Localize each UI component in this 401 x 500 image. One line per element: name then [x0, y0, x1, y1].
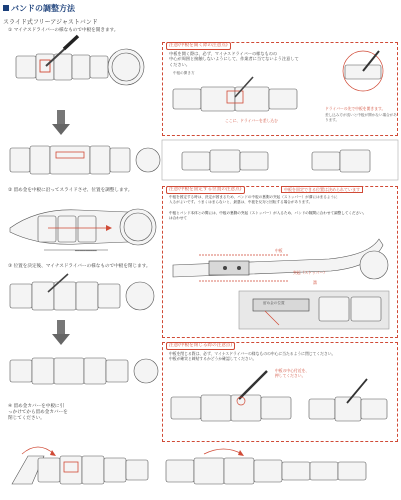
callout-1-label: 中板の開き方 — [173, 71, 195, 75]
callout-1-line-3: ください。 — [169, 61, 190, 67]
step-3-text: ③ 位置を決定後、マイナスドライバーの様なもので中板を閉じます。 — [8, 264, 151, 269]
callout-3-note-1: 中板の中心付近を、 — [275, 368, 310, 373]
flow-arrow-2-icon — [52, 334, 70, 345]
step-4-illustration-right — [164, 444, 398, 496]
step-3-illustration — [8, 274, 158, 314]
flow-arrow-1-shaft — [57, 110, 65, 124]
callout-fix-position — [162, 186, 398, 338]
page-subtitle: スライド式フリーアジャストバンド — [3, 19, 98, 26]
callout-2-body-2 — [169, 211, 394, 221]
callout-2-title: 注意(中板を固定する位置の注意点) — [166, 186, 245, 194]
page-title-text: バンドの調整方法 — [11, 4, 75, 13]
step-3b-illustration — [8, 350, 158, 390]
step-2-text: ② 留め金を中板に沿ってスライドさせ、位置を調整します。 — [8, 188, 133, 193]
callout-2-line-2: 入るがよいです。うまくはまらないと、最悪は、中板を反対と回転する場合があります。 — [169, 200, 313, 205]
callout-2-body — [169, 195, 394, 206]
callout-3-line-1: 中板を閉じる際は、必ず、マイナスドライバーの様なものの中心に当たるように閉じてください。 — [169, 351, 336, 356]
callout-3-title: 注意(中板を閉じる際の注意点) — [166, 342, 235, 350]
step-4-text-1: ④ 留め金カバーを中板に引 — [8, 404, 65, 409]
callout-2-line-1: 中板を固定する時は、決定が固まるため、バンドの中板の裏側の突起（ストッパー）が溝にはまるように — [169, 195, 338, 199]
title-marker-icon — [3, 5, 9, 11]
step-1b-illustration — [8, 140, 158, 180]
callout-1-line-1: 中板を開く際は、必ず、マイナスドライバーの様なものの — [169, 51, 278, 56]
callout-3-line-2: 中板が確実と締結するかどうか確認してください。 — [169, 356, 257, 362]
flow-arrow-1-icon — [52, 124, 70, 135]
flow-arrow-2-shaft — [57, 320, 65, 334]
step-4-text-3: 閉じてください。 — [8, 416, 45, 421]
callout-1-zoom-illustration — [333, 47, 393, 97]
callout-2-label-a: 中板 — [275, 248, 283, 253]
callout-1-note-2: ドライバーの先で中板を開きます。 — [325, 106, 386, 111]
detail-closeup-1 — [162, 140, 398, 180]
callout-close-plate — [162, 342, 398, 442]
callout-1-illustration — [171, 77, 321, 117]
callout-2-line-4: は合わせて — [169, 215, 187, 220]
callout-1-line-2: 中心が周囲と接触しないようにして、作業者に当てないよう注意して — [169, 56, 299, 62]
callout-3-body — [169, 351, 394, 362]
step-2-note: ━━━━━━━━━━ — [75, 249, 97, 253]
callout-3-note-2: 押してください。 — [275, 373, 306, 378]
step-1-illustration — [8, 38, 148, 98]
callout-1-body — [169, 51, 319, 67]
callout-1-note-3: 差し込み方が浅いと中板が開かない場合があります。 — [325, 113, 397, 122]
page-title — [3, 3, 75, 14]
callout-2-label-b: 突起（ストッパー） — [293, 270, 328, 275]
step-1-text: ① マイナスドライバーの様なもので中板を開きます。 — [8, 28, 119, 33]
callout-2-label-d: 留め金の位置 — [263, 301, 285, 305]
callout-2-line-3: 中板とバンド本体との間には、中板の裏側の突起（ストッパー）が入るため、パンドの隙間に合わせて調整してください。 — [169, 211, 367, 215]
callout-2-tag: 中板を固定できる位置は決められています — [281, 186, 363, 193]
callout-2-label-c: 溝 — [313, 280, 317, 285]
callout-open-plate — [162, 42, 398, 136]
band-links-step1 — [16, 54, 108, 80]
callout-2-illustration — [169, 225, 393, 335]
step-4-text-2: っかけてから留め金カバーを — [8, 410, 68, 415]
callout-1-title: 注意(中板を開く際の注意点) — [166, 42, 231, 50]
step-4-illustration — [8, 434, 164, 496]
callout-1-note-1: ここに、ドライバーを差し込む — [225, 118, 278, 123]
